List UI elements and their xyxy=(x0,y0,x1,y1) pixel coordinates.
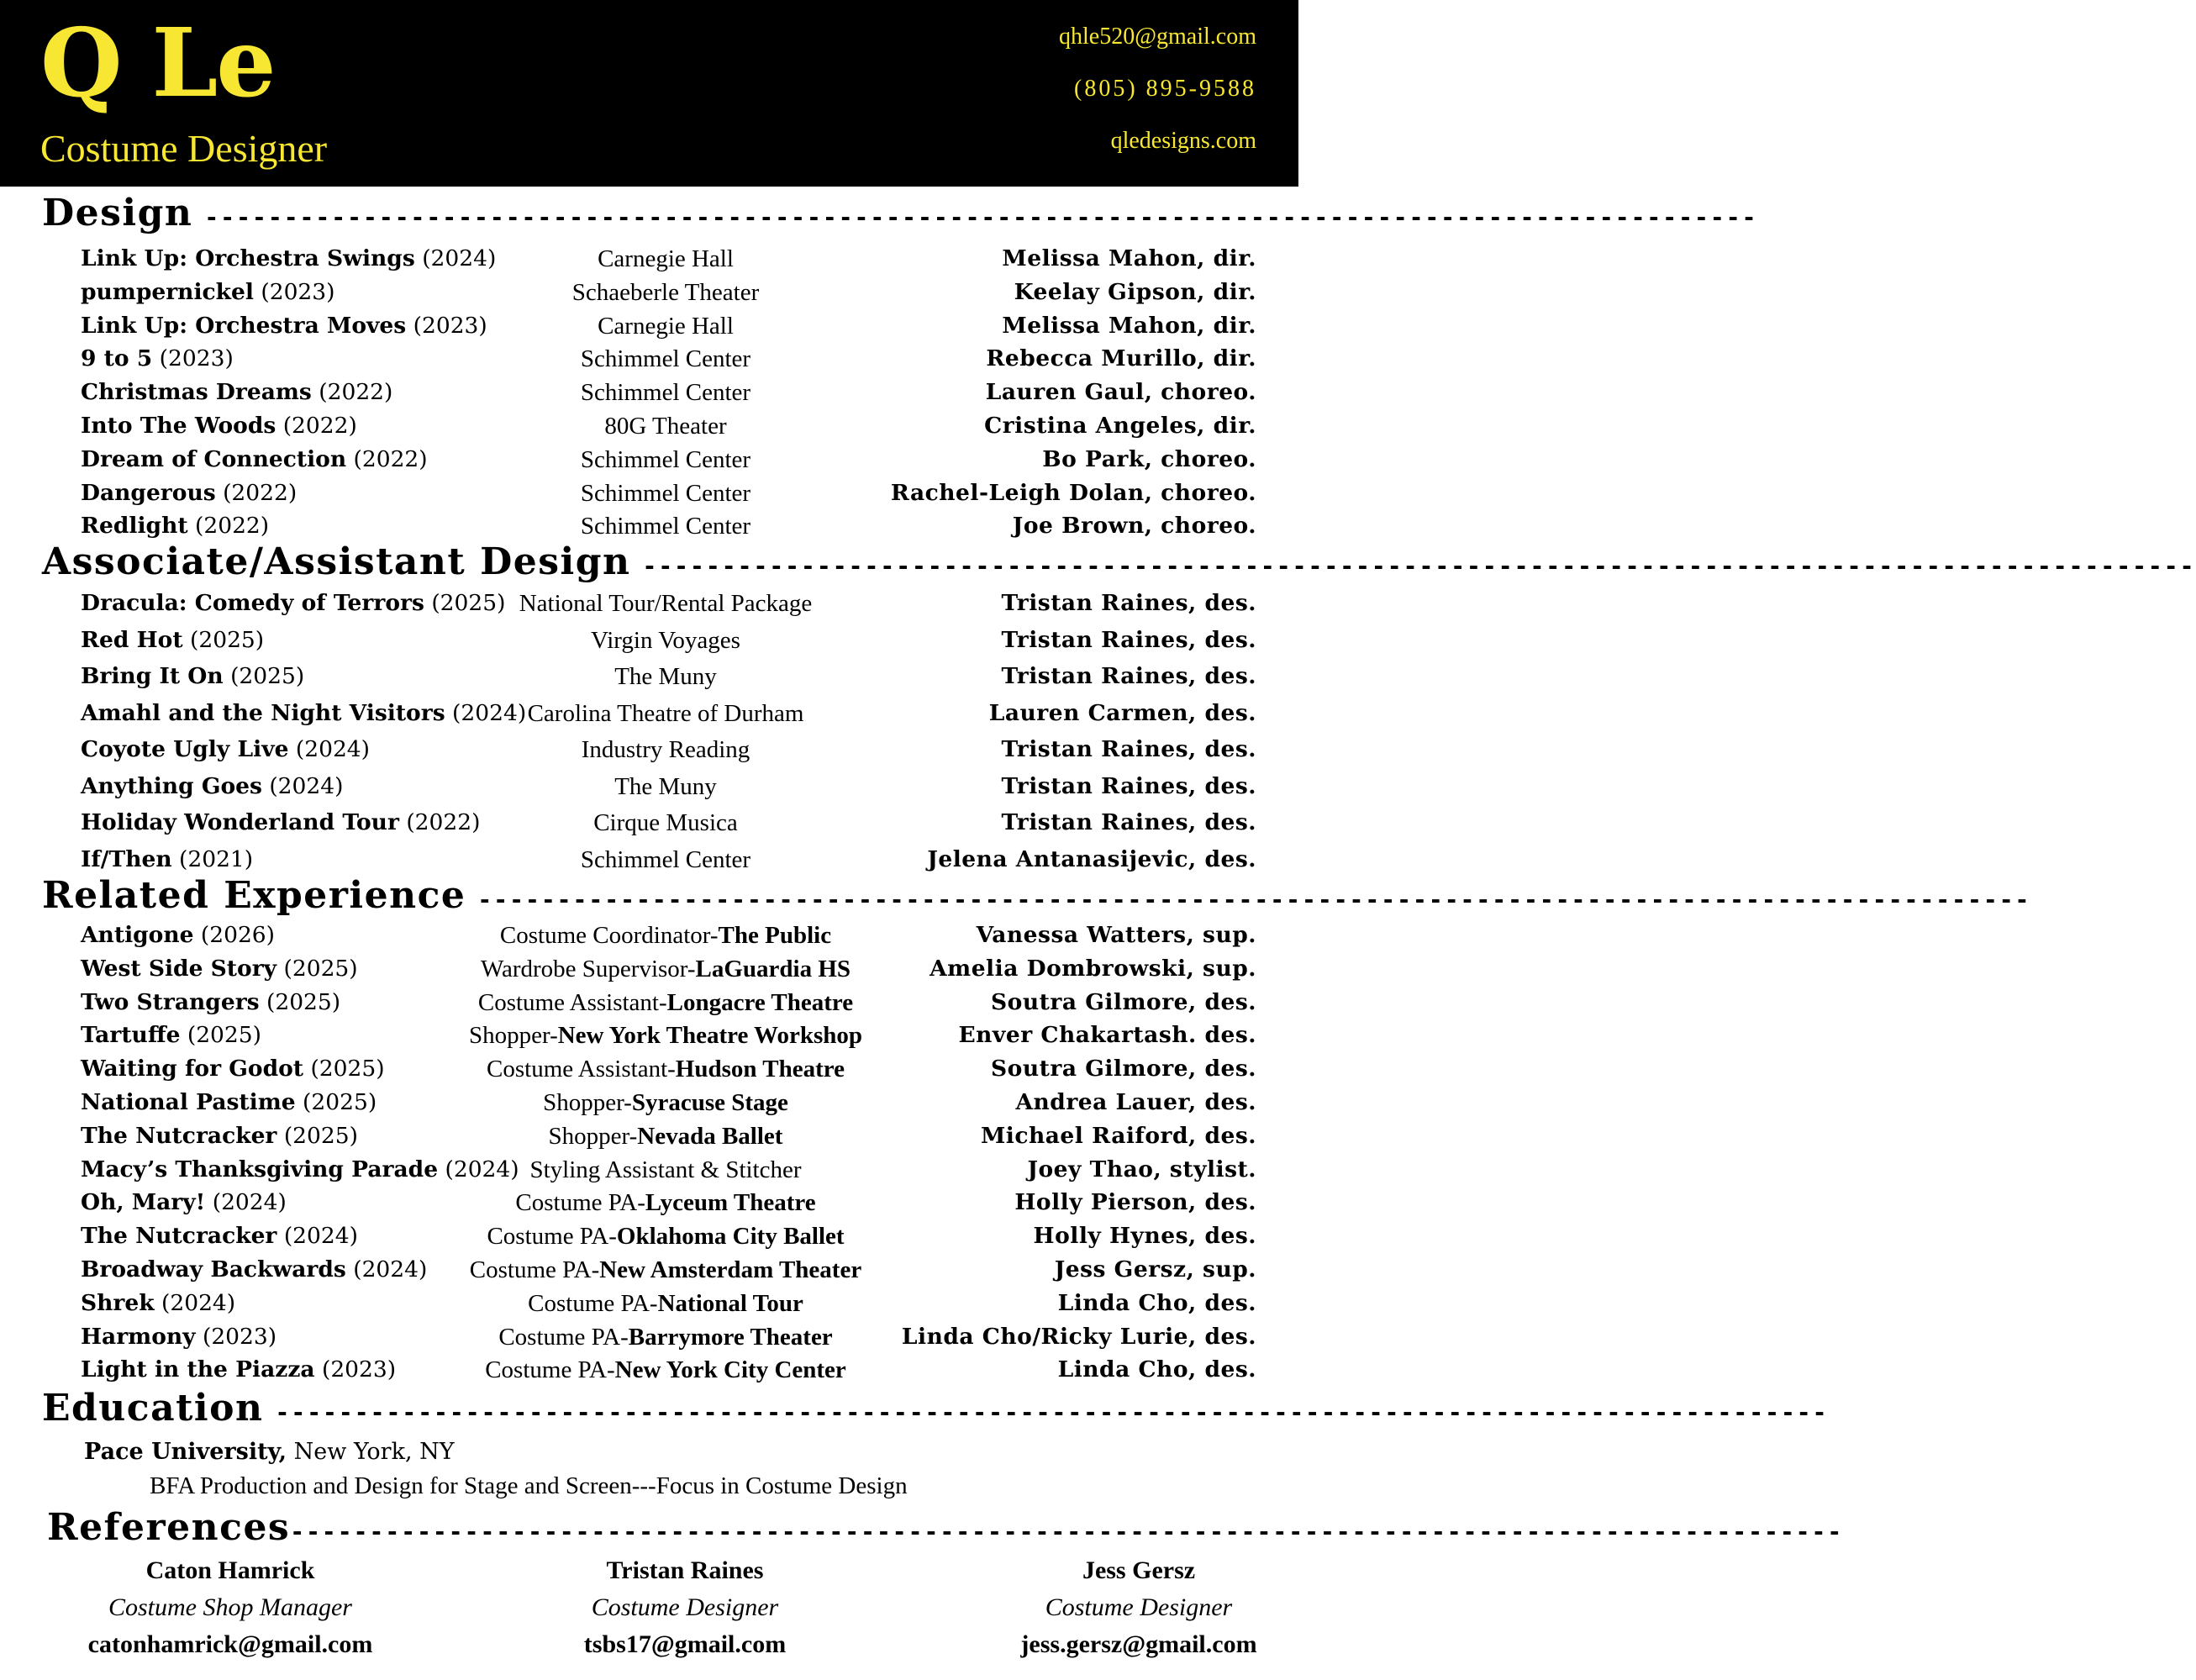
table-row xyxy=(81,627,1256,664)
reference-card xyxy=(492,1556,878,1667)
production-title: Dangerous xyxy=(81,479,216,506)
table-row xyxy=(81,663,1256,700)
credit-cell: Enver Chakartash. des. xyxy=(958,1022,1256,1049)
credit-cell: Melissa Mahon, dir. xyxy=(1002,245,1256,271)
reference-card xyxy=(945,1556,1332,1667)
production-cell xyxy=(81,1056,385,1082)
production-cell xyxy=(81,956,358,982)
production-year: (2023) xyxy=(152,345,234,372)
design-list xyxy=(81,245,1256,546)
production-year: (2025) xyxy=(303,1056,385,1082)
credit-cell: Tristan Raines, des. xyxy=(1001,736,1256,762)
production-title: Holiday Wonderland Tour xyxy=(81,809,399,835)
production-cell xyxy=(81,1156,519,1182)
header-banner xyxy=(0,0,1298,187)
venue-cell: National Tour/Rental Package xyxy=(519,590,813,617)
role-cell xyxy=(549,1123,783,1151)
credit-cell: Lauren Carmen, des. xyxy=(988,699,1256,726)
role-label: Shopper- xyxy=(543,1088,632,1116)
venue-cell: Schimmel Center xyxy=(580,845,751,873)
divider-dashes: -------------------------------------------------------------------------------------------------- xyxy=(290,1518,1844,1546)
production-year: (2022) xyxy=(398,809,481,835)
production-title: Harmony xyxy=(81,1323,196,1350)
production-title: Broadway Backwards xyxy=(81,1256,346,1282)
contact-website[interactable]: qledesigns.com xyxy=(1110,128,1256,154)
production-title: Light in the Piazza xyxy=(81,1356,315,1383)
production-title: If/Then xyxy=(81,845,172,872)
production-cell xyxy=(81,1290,235,1316)
credit-cell: Keelay Gipson, dir. xyxy=(1014,278,1256,305)
venue-cell: Schimmel Center xyxy=(580,479,751,507)
production-cell xyxy=(81,1189,287,1215)
production-year: (2022) xyxy=(276,412,357,439)
production-year: (2022) xyxy=(311,379,393,406)
production-cell xyxy=(81,736,370,762)
production-year: (2026) xyxy=(193,922,276,948)
reference-email[interactable]: tsbs17@gmail.com xyxy=(583,1630,787,1658)
table-row xyxy=(81,1022,1256,1056)
credit-cell: Michael Raiford, des. xyxy=(980,1122,1256,1149)
production-year: (2025) xyxy=(182,626,265,653)
production-cell xyxy=(81,413,357,439)
production-cell xyxy=(81,379,392,405)
production-title: Two Strangers xyxy=(81,988,260,1015)
production-title: Tartuffe xyxy=(81,1022,181,1049)
production-year: (2025) xyxy=(276,955,358,982)
production-title: Bring It On xyxy=(81,663,224,689)
credit-cell: Jelena Antanasijevic, des. xyxy=(927,845,1256,872)
table-row xyxy=(81,345,1256,379)
table-row xyxy=(81,1256,1256,1290)
company-name: New York Theatre Workshop xyxy=(557,1022,863,1050)
role-label: Styling Assistant & Stitcher xyxy=(529,1156,802,1183)
production-cell xyxy=(81,1356,396,1382)
role-cell xyxy=(498,1324,832,1351)
venue-cell: Carnegie Hall xyxy=(598,312,734,340)
credit-cell: Tristan Raines, des. xyxy=(1001,809,1256,835)
venue-cell: Schimmel Center xyxy=(580,379,751,407)
production-year: (2024) xyxy=(261,772,344,799)
table-row xyxy=(81,809,1256,846)
credit-cell: Cristina Angeles, dir. xyxy=(984,412,1256,439)
credit-cell: Tristan Raines, des. xyxy=(1001,772,1256,799)
production-year: (2024) xyxy=(438,1156,519,1182)
reference-name: Tristan Raines xyxy=(606,1556,764,1584)
production-year: (2024) xyxy=(276,1223,358,1250)
production-cell xyxy=(81,513,269,539)
production-cell xyxy=(81,663,304,689)
production-year: (2022) xyxy=(187,513,270,540)
company-name: New York City Center xyxy=(614,1356,846,1384)
section-title: Design xyxy=(42,192,193,234)
production-cell xyxy=(81,480,297,506)
table-row xyxy=(81,1356,1256,1390)
education-school-line xyxy=(84,1439,455,1465)
production-title: Waiting for Godot xyxy=(81,1056,304,1082)
credit-cell: Linda Cho, des. xyxy=(1057,1289,1256,1316)
reference-email[interactable]: jess.gersz@gmail.com xyxy=(1020,1630,1257,1658)
reference-title: Costume Designer xyxy=(591,1593,779,1621)
production-year: (2025) xyxy=(180,1022,261,1049)
company-name: National Tour xyxy=(657,1289,803,1317)
venue-cell: Industry Reading xyxy=(581,736,750,763)
job-title: Costume Designer xyxy=(40,127,328,170)
section-title: Related Experience xyxy=(42,874,466,917)
role-cell xyxy=(543,1089,788,1117)
production-cell xyxy=(81,345,234,371)
divider-dashes: -------------------------------------------------------------------------------------------------- xyxy=(204,203,1758,231)
section-heading-design xyxy=(42,192,1758,234)
venue-cell: The Muny xyxy=(614,663,717,690)
production-year: (2024) xyxy=(288,736,371,762)
production-year: (2025) xyxy=(223,663,305,689)
production-cell xyxy=(81,922,275,948)
section-heading-references xyxy=(47,1506,1844,1549)
production-title: The Nutcracker xyxy=(81,1122,277,1149)
production-year: (2024) xyxy=(445,699,527,726)
reference-title: Costume Designer xyxy=(1045,1593,1233,1621)
company-name: Syracuse Stage xyxy=(631,1088,788,1116)
production-cell xyxy=(81,809,480,835)
role-label: Costume PA- xyxy=(498,1323,629,1351)
role-label: Shopper- xyxy=(548,1122,638,1150)
company-name: The Public xyxy=(718,922,832,949)
production-year: (2025) xyxy=(424,590,506,616)
credit-cell: Tristan Raines, des. xyxy=(1001,626,1256,653)
production-cell xyxy=(81,1223,358,1249)
production-year: (2025) xyxy=(295,1088,377,1115)
production-cell xyxy=(81,989,340,1015)
credit-cell: Soutra Gilmore, des. xyxy=(991,1056,1256,1082)
company-name: Lyceum Theatre xyxy=(645,1189,816,1217)
credit-cell: Bo Park, choreo. xyxy=(1042,445,1256,472)
table-row xyxy=(81,245,1256,279)
reference-email[interactable]: catonhamrick@gmail.com xyxy=(87,1630,373,1658)
credit-cell: Joey Thao, stylist. xyxy=(1027,1156,1256,1182)
company-name: Hudson Theatre xyxy=(675,1056,845,1083)
table-row xyxy=(81,1324,1256,1357)
contact-phone[interactable]: (805) 895-9588 xyxy=(1074,76,1256,102)
role-label: Shopper- xyxy=(468,1022,558,1050)
venue-cell: Cirque Musica xyxy=(593,809,738,836)
production-cell xyxy=(81,1324,276,1350)
production-year: (2024) xyxy=(345,1256,428,1282)
production-year: (2023) xyxy=(253,278,335,305)
table-row xyxy=(81,379,1256,413)
company-name: Oklahoma City Ballet xyxy=(616,1223,845,1251)
role-cell xyxy=(500,922,831,950)
company-name: Barrymore Theater xyxy=(628,1323,833,1351)
credit-cell: Andrea Lauer, des. xyxy=(1015,1088,1256,1115)
role-label: Costume PA- xyxy=(485,1356,615,1384)
venue-cell: Carolina Theatre of Durham xyxy=(527,699,804,727)
production-year: (2023) xyxy=(195,1323,277,1350)
production-title: Amahl and the Night Visitors xyxy=(81,699,445,726)
credit-cell: Rachel-Leigh Dolan, choreo. xyxy=(890,479,1256,506)
credit-cell: Holly Pierson, des. xyxy=(1014,1189,1256,1216)
credit-cell: Holly Hynes, des. xyxy=(1033,1223,1256,1250)
production-cell xyxy=(81,245,496,271)
role-cell xyxy=(469,1022,862,1050)
table-row xyxy=(81,700,1256,737)
table-row xyxy=(81,956,1256,989)
production-title: Link Up: Orchestra Moves xyxy=(81,312,407,339)
table-row xyxy=(81,1056,1256,1089)
production-cell xyxy=(81,1022,261,1048)
venue-cell: The Muny xyxy=(614,772,717,800)
production-title: Macy’s Thanksgiving Parade xyxy=(81,1156,439,1182)
name-heading: Q Le xyxy=(40,8,275,118)
venue-cell: Virgin Voyages xyxy=(591,626,740,654)
production-cell xyxy=(81,313,487,339)
production-cell xyxy=(81,773,343,799)
role-label: Costume PA- xyxy=(515,1189,645,1217)
venue-cell: Schimmel Center xyxy=(580,345,751,373)
production-title: Anything Goes xyxy=(81,772,262,799)
credit-cell: Tristan Raines, des. xyxy=(1001,663,1256,689)
credit-cell: Vanessa Watters, sup. xyxy=(976,922,1256,948)
production-year: (2024) xyxy=(205,1189,287,1216)
production-year: (2024) xyxy=(414,245,497,271)
section-heading-related xyxy=(42,874,2031,917)
production-title: Antigone xyxy=(81,922,194,948)
table-row xyxy=(81,1290,1256,1324)
production-cell xyxy=(81,1256,427,1282)
venue-cell: 80G Theater xyxy=(604,412,727,440)
production-title: 9 to 5 xyxy=(81,345,153,372)
table-row xyxy=(81,989,1256,1023)
production-title: Shrek xyxy=(81,1289,155,1316)
section-title: Associate/Assistant Design xyxy=(42,540,631,583)
venue-cell: Schimmel Center xyxy=(580,513,751,540)
section-title: Education xyxy=(42,1387,264,1430)
credit-cell: Rebecca Murillo, dir. xyxy=(986,345,1256,372)
production-year: (2021) xyxy=(171,845,254,872)
role-cell xyxy=(529,1156,801,1184)
reference-card xyxy=(37,1556,424,1667)
divider-dashes: -------------------------------------------------------------------------------------------------- xyxy=(642,552,2196,580)
production-title: Red Hot xyxy=(81,626,183,653)
credit-cell: Linda Cho/Ricky Lurie, des. xyxy=(901,1323,1256,1350)
production-cell xyxy=(81,446,428,472)
company-name: Longacre Theatre xyxy=(666,988,854,1016)
production-year: (2022) xyxy=(346,445,428,472)
table-row xyxy=(81,446,1256,480)
education-degree: BFA Production and Design for Stage and Screen---Focus in Costume Design xyxy=(150,1472,908,1499)
reference-name: Jess Gersz xyxy=(1082,1556,1196,1584)
role-cell xyxy=(487,1223,844,1251)
credit-cell: Linda Cho, des. xyxy=(1057,1356,1256,1383)
school-name: Pace University, xyxy=(84,1439,287,1465)
contact-email[interactable]: qhle520@gmail.com xyxy=(1059,24,1256,50)
production-cell xyxy=(81,1123,358,1149)
table-row xyxy=(81,1189,1256,1223)
production-year: (2025) xyxy=(259,988,341,1015)
venue-cell: Schimmel Center xyxy=(580,445,751,473)
role-cell xyxy=(485,1356,846,1384)
company-name: New Amsterdam Theater xyxy=(599,1256,862,1283)
production-cell xyxy=(81,279,335,305)
production-title: West Side Story xyxy=(81,955,277,982)
production-year: (2024) xyxy=(154,1289,236,1316)
production-cell xyxy=(81,590,505,616)
production-title: pumpernickel xyxy=(81,278,254,305)
table-row xyxy=(81,922,1256,956)
section-title: References xyxy=(47,1506,291,1549)
production-title: Coyote Ugly Live xyxy=(81,736,289,762)
table-row xyxy=(81,1223,1256,1256)
related-list xyxy=(81,922,1256,1390)
production-title: Link Up: Orchestra Swings xyxy=(81,245,415,271)
production-year: (2022) xyxy=(215,479,298,506)
section-heading-education xyxy=(42,1387,1829,1430)
production-title: National Pastime xyxy=(81,1088,296,1115)
credit-cell: Melissa Mahon, dir. xyxy=(1002,312,1256,339)
role-cell xyxy=(481,956,850,983)
company-name: LaGuardia HS xyxy=(695,955,851,982)
reference-title: Costume Shop Manager xyxy=(108,1593,352,1621)
role-label: Wardrobe Supervisor- xyxy=(480,955,696,982)
production-year: (2023) xyxy=(406,312,487,339)
production-title: Into The Woods xyxy=(81,412,276,439)
production-cell xyxy=(81,627,264,653)
reference-name: Caton Hamrick xyxy=(145,1556,315,1584)
company-name: Nevada Ballet xyxy=(637,1122,783,1150)
section-heading-associate xyxy=(42,540,2196,583)
venue-cell: Schaeberle Theater xyxy=(571,278,760,306)
production-cell xyxy=(81,846,253,872)
role-label: Costume Assistant- xyxy=(487,1056,676,1083)
role-label: Costume Assistant- xyxy=(477,988,667,1016)
role-cell xyxy=(487,1056,845,1083)
production-cell xyxy=(81,1089,377,1115)
table-row xyxy=(81,736,1256,773)
production-title: Christmas Dreams xyxy=(81,379,312,406)
role-cell xyxy=(470,1256,861,1284)
table-row xyxy=(81,313,1256,346)
table-row xyxy=(81,413,1256,446)
table-row xyxy=(81,773,1256,810)
production-title: The Nutcracker xyxy=(81,1223,277,1250)
production-cell xyxy=(81,700,526,726)
credit-cell: Soutra Gilmore, des. xyxy=(991,988,1256,1015)
table-row xyxy=(81,1156,1256,1190)
role-label: Costume Coordinator- xyxy=(499,922,719,949)
role-cell xyxy=(515,1189,815,1217)
role-label: Costume PA- xyxy=(487,1223,617,1251)
divider-dashes: -------------------------------------------------------------------------------------------------- xyxy=(477,886,2031,914)
table-row xyxy=(81,590,1256,627)
table-row xyxy=(81,480,1256,513)
role-cell xyxy=(478,989,853,1017)
venue-cell: Carnegie Hall xyxy=(598,245,734,272)
credit-cell: Amelia Dombrowski, sup. xyxy=(929,955,1256,982)
production-year: (2025) xyxy=(276,1122,358,1149)
divider-dashes: -------------------------------------------------------------------------------------------------- xyxy=(275,1398,1829,1426)
credit-cell: Jess Gersz, sup. xyxy=(1054,1256,1256,1282)
table-row xyxy=(81,279,1256,313)
role-label: Costume PA- xyxy=(528,1289,658,1317)
production-title: Redlight xyxy=(81,513,188,540)
table-row xyxy=(81,1089,1256,1123)
school-location: New York, NY xyxy=(287,1439,455,1465)
production-title: Dracula: Comedy of Terrors xyxy=(81,590,424,616)
production-title: Dream of Connection xyxy=(81,445,347,472)
production-year: (2023) xyxy=(314,1356,397,1383)
associate-list xyxy=(81,590,1256,882)
role-label: Costume PA- xyxy=(469,1256,600,1283)
credit-cell: Tristan Raines, des. xyxy=(1001,590,1256,616)
credit-cell: Joe Brown, choreo. xyxy=(1012,513,1256,540)
role-cell xyxy=(528,1290,803,1318)
credit-cell: Lauren Gaul, choreo. xyxy=(985,379,1256,406)
production-title: Oh, Mary! xyxy=(81,1189,206,1216)
table-row xyxy=(81,1123,1256,1156)
